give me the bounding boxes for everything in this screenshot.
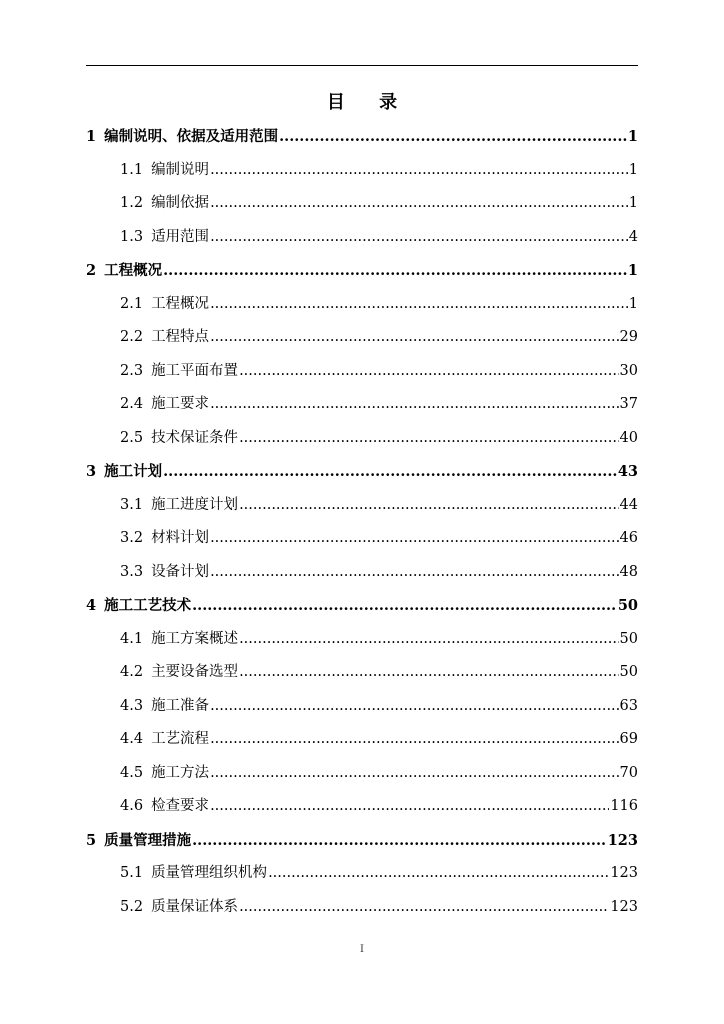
toc-entry-page: 40 bbox=[619, 429, 638, 446]
toc-entry-number: 2.5 bbox=[120, 429, 144, 446]
toc-entry-title: 编制说明 bbox=[151, 161, 210, 178]
toc-entry-title: 施工工艺技术 bbox=[104, 597, 192, 614]
toc-section-entry[interactable] bbox=[86, 522, 638, 556]
toc-entry-number: 4 bbox=[86, 597, 97, 614]
toc-dot-leader bbox=[239, 422, 618, 456]
toc-dot-leader bbox=[210, 288, 628, 322]
toc-entry-title: 工程概况 bbox=[151, 295, 210, 312]
toc-entry-number: 2.3 bbox=[120, 362, 144, 379]
toc-entry-number: 5.2 bbox=[120, 898, 144, 915]
toc-section-entry[interactable] bbox=[86, 757, 638, 791]
toc-entry-title: 质量管理组织机构 bbox=[151, 865, 268, 881]
toc-entry-page: 37 bbox=[619, 396, 638, 412]
toc-entry-number: 3.3 bbox=[120, 563, 144, 580]
toc-section-entry[interactable] bbox=[86, 690, 638, 724]
toc-entry-title: 质量保证体系 bbox=[151, 898, 239, 915]
toc-section-entry[interactable] bbox=[86, 790, 638, 824]
toc-entry-page: 1 bbox=[628, 195, 638, 211]
toc-entry-number: 5.1 bbox=[120, 865, 144, 881]
toc-entry-page: 44 bbox=[619, 496, 638, 513]
toc-dot-leader bbox=[210, 790, 609, 824]
toc-entry-page: 123 bbox=[607, 831, 638, 849]
toc-section-entry[interactable] bbox=[86, 857, 638, 891]
toc-entry-page: 1 bbox=[627, 128, 638, 145]
toc-dot-leader bbox=[210, 321, 618, 355]
toc-dot-leader bbox=[279, 120, 627, 154]
toc-entry-title: 施工方案概述 bbox=[151, 630, 239, 647]
toc-chapter-entry[interactable] bbox=[86, 824, 638, 858]
toc-entry-page: 1 bbox=[627, 262, 638, 279]
toc-entry-title: 施工要求 bbox=[151, 396, 210, 412]
toc-entry-number: 3 bbox=[86, 463, 97, 480]
toc-dot-leader bbox=[192, 824, 607, 858]
toc-section-entry[interactable] bbox=[86, 891, 638, 925]
toc-entry-title: 工艺流程 bbox=[151, 731, 210, 747]
toc-entry-title: 工程特点 bbox=[151, 329, 210, 345]
toc-section-entry[interactable] bbox=[86, 623, 638, 657]
toc-dot-leader bbox=[210, 154, 628, 188]
toc-entry-title: 适用范围 bbox=[151, 228, 210, 245]
toc-dot-leader bbox=[210, 221, 628, 255]
toc-chapter-entry[interactable] bbox=[86, 120, 638, 154]
toc-section-entry[interactable] bbox=[86, 221, 638, 255]
toc-dot-leader bbox=[210, 187, 628, 221]
toc-entry-number: 5 bbox=[86, 831, 97, 849]
toc-dot-leader bbox=[239, 489, 618, 523]
toc-entry-title: 工程概况 bbox=[104, 262, 163, 279]
toc-entry-title: 施工平面布置 bbox=[151, 362, 239, 379]
toc-entry-page: 4 bbox=[628, 228, 638, 245]
toc-entry-number: 1.2 bbox=[120, 195, 144, 211]
toc-entry-number: 1 bbox=[86, 128, 97, 145]
toc-entry-page: 43 bbox=[617, 463, 638, 480]
toc-dot-leader bbox=[239, 355, 618, 389]
toc-entry-number: 4.5 bbox=[120, 764, 144, 781]
toc-entry-title: 施工计划 bbox=[104, 463, 163, 480]
toc-entry-page: 1 bbox=[628, 295, 638, 312]
toc-entry-number: 4.2 bbox=[120, 664, 144, 680]
toc-entry-page: 30 bbox=[619, 362, 638, 379]
toc-entry-page: 48 bbox=[619, 563, 638, 580]
toc-entry-number: 2.2 bbox=[120, 329, 144, 345]
table-of-contents bbox=[86, 120, 638, 924]
toc-section-entry[interactable] bbox=[86, 723, 638, 757]
toc-entry-page: 46 bbox=[619, 530, 638, 546]
toc-entry-page: 69 bbox=[619, 731, 638, 747]
toc-entry-page: 29 bbox=[619, 329, 638, 345]
header-rule bbox=[86, 65, 638, 66]
toc-dot-leader bbox=[210, 690, 618, 724]
toc-entry-title: 主要设备选型 bbox=[151, 664, 239, 680]
toc-chapter-entry[interactable] bbox=[86, 254, 638, 288]
toc-entry-title: 质量管理措施 bbox=[104, 831, 192, 849]
toc-entry-page: 116 bbox=[610, 798, 638, 814]
toc-entry-title: 编制说明、依据及适用范围 bbox=[104, 128, 279, 145]
toc-entry-page: 63 bbox=[619, 697, 638, 714]
toc-entry-title: 施工进度计划 bbox=[151, 496, 239, 513]
toc-entry-title: 施工方法 bbox=[151, 764, 210, 781]
toc-entry-number: 1.3 bbox=[120, 228, 144, 245]
toc-dot-leader bbox=[163, 254, 627, 288]
toc-dot-leader bbox=[210, 556, 618, 590]
toc-entry-number: 3.2 bbox=[120, 530, 144, 546]
toc-entry-title: 设备计划 bbox=[151, 563, 210, 580]
page-number: I bbox=[360, 944, 364, 955]
toc-entry-number: 4.4 bbox=[120, 731, 144, 747]
toc-entry-title: 技术保证条件 bbox=[151, 429, 239, 446]
toc-dot-leader bbox=[192, 589, 617, 623]
toc-section-entry[interactable] bbox=[86, 321, 638, 355]
toc-section-entry[interactable] bbox=[86, 388, 638, 422]
toc-entry-page: 50 bbox=[617, 597, 638, 614]
toc-section-entry[interactable] bbox=[86, 187, 638, 221]
toc-dot-leader bbox=[268, 857, 609, 891]
toc-entry-page: 50 bbox=[619, 664, 638, 680]
toc-dot-leader bbox=[239, 656, 618, 690]
toc-entry-title: 材料计划 bbox=[151, 530, 210, 546]
toc-entry-title: 编制依据 bbox=[151, 195, 210, 211]
toc-entry-number: 3.1 bbox=[120, 496, 144, 513]
toc-entry-title: 施工准备 bbox=[151, 697, 210, 714]
toc-section-entry[interactable] bbox=[86, 355, 638, 389]
toc-dot-leader bbox=[239, 891, 609, 925]
toc-entry-number: 4.1 bbox=[120, 630, 144, 647]
toc-entry-title: 检查要求 bbox=[151, 798, 210, 814]
toc-entry-number: 2.1 bbox=[120, 295, 144, 312]
toc-chapter-entry[interactable] bbox=[86, 589, 638, 623]
toc-section-entry[interactable] bbox=[86, 556, 638, 590]
toc-entry-page: 70 bbox=[619, 764, 638, 781]
toc-chapter-entry[interactable] bbox=[86, 455, 638, 489]
toc-entry-number: 4.3 bbox=[120, 697, 144, 714]
toc-title: 目 录 bbox=[326, 92, 412, 113]
toc-section-entry[interactable] bbox=[86, 288, 638, 322]
toc-entry-number: 4.6 bbox=[120, 798, 144, 814]
toc-entry-number: 2.4 bbox=[120, 396, 144, 412]
toc-section-entry[interactable] bbox=[86, 489, 638, 523]
toc-entry-number: 2 bbox=[86, 262, 97, 279]
toc-entry-number: 1.1 bbox=[120, 161, 144, 178]
toc-entry-page: 1 bbox=[628, 161, 638, 178]
toc-entry-page: 50 bbox=[619, 630, 638, 647]
toc-section-entry[interactable] bbox=[86, 656, 638, 690]
toc-section-entry[interactable] bbox=[86, 154, 638, 188]
toc-section-entry[interactable] bbox=[86, 422, 638, 456]
toc-dot-leader bbox=[210, 757, 618, 791]
toc-entry-page: 123 bbox=[610, 865, 638, 881]
toc-dot-leader bbox=[163, 455, 617, 489]
toc-dot-leader bbox=[210, 723, 618, 757]
toc-dot-leader bbox=[210, 388, 618, 422]
toc-dot-leader bbox=[210, 522, 618, 556]
toc-dot-leader bbox=[239, 623, 618, 657]
toc-entry-page: 123 bbox=[610, 898, 638, 915]
